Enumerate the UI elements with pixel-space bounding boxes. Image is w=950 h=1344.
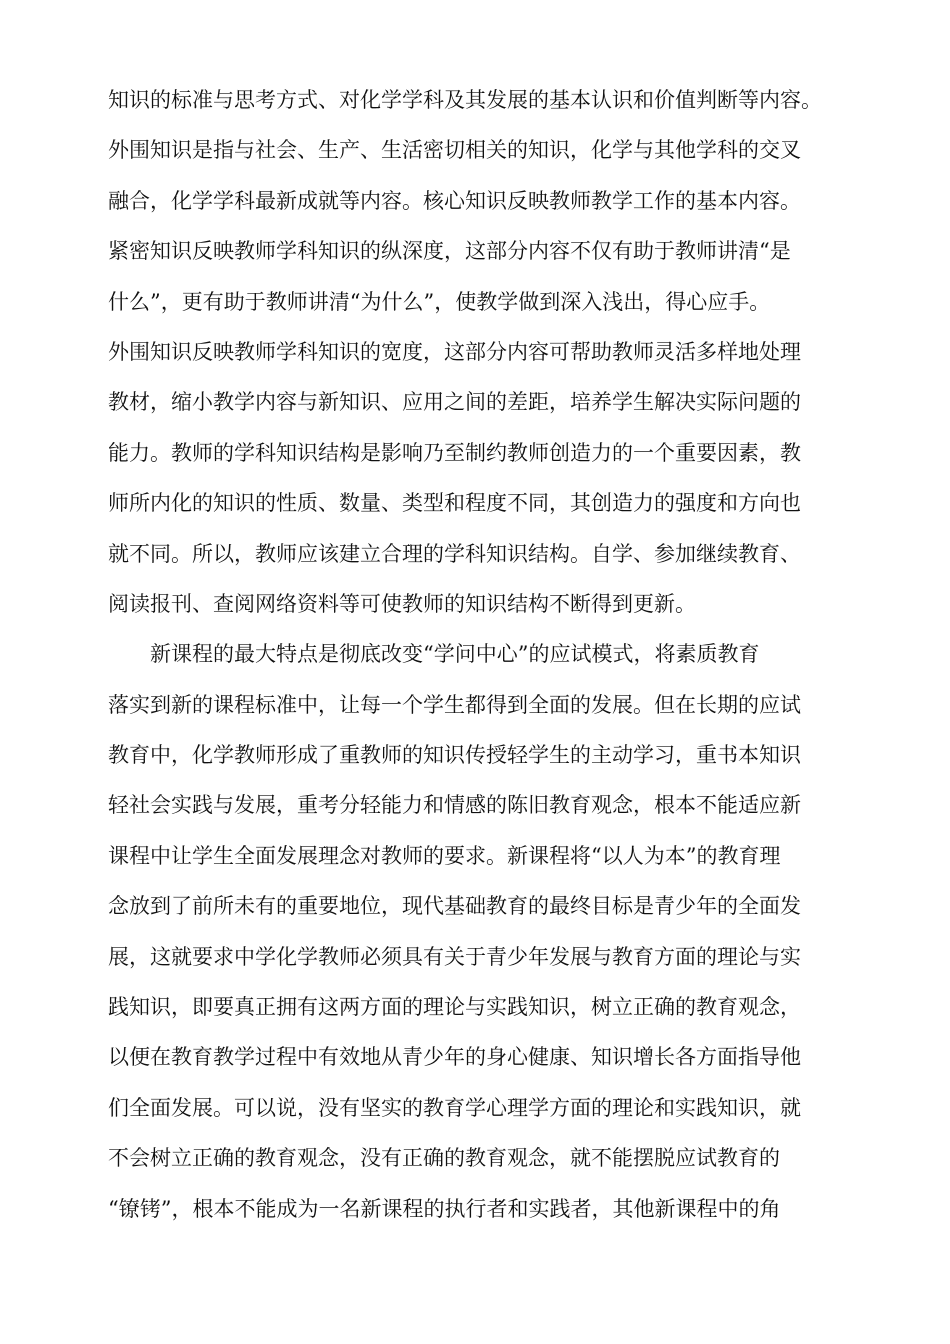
paragraph-2-line-1: 新课程的最大特点是彻底改变“学问中心”的应试模式，将素质教育 — [150, 642, 760, 667]
paragraph-1-line-5: 什么”，更有助于教师讲清“为什么”，使教学做到深入浅出，得心应手。 — [108, 289, 771, 314]
document-body — [108, 75, 850, 1234]
paragraph-1-line-7: 教材，缩小教学内容与新知识、应用之间的差距，培养学生解决实际问题的 — [108, 390, 801, 415]
paragraph-1-line-11: 阅读报刊、查阅网络资料等可使教师的知识结构不断得到更新。 — [108, 591, 696, 616]
paragraph-2-line-2: 落实到新的课程标准中，让每一个学生都得到全面的发展。但在长期的应试 — [108, 692, 801, 717]
paragraph-2-line-6: 念放到了前所未有的重要地位，现代基础教育的最终目标是青少年的全面发 — [108, 894, 801, 919]
paragraph-1-line-10: 就不同。所以，教师应该建立合理的学科知识结构。自学、参加继续教育、 — [108, 541, 801, 566]
paragraph-2 — [108, 629, 850, 1234]
paragraph-1-line-1: 知识的标准与思考方式、对化学学科及其发展的基本认识和价值判断等内容。 — [108, 88, 822, 112]
paragraph-2-line-5: 课程中让学生全面发展理念对教师的要求。新课程将“以人为本”的教育理 — [108, 843, 781, 868]
paragraph-2-line-10: 们全面发展。可以说，没有坚实的教育学心理学方面的理论和实践知识，就 — [108, 1095, 801, 1120]
paragraph-1-line-2: 外围知识是指与社会、生产、生活密切相关的知识，化学与其他学科的交叉 — [108, 138, 801, 163]
paragraph-1-line-4: 紧密知识反映教师学科知识的纵深度，这部分内容不仅有助于教师讲清“是 — [108, 239, 791, 264]
paragraph-2-line-4: 轻社会实践与发展，重考分轻能力和情感的陈旧教育观念，根本不能适应新 — [108, 793, 801, 818]
paragraph-2-line-3: 教育中，化学教师形成了重教师的知识传授轻学生的主动学习，重书本知识 — [108, 743, 801, 768]
paragraph-1-line-3: 融合，化学学科最新成就等内容。核心知识反映教师教学工作的基本内容。 — [108, 188, 801, 213]
paragraph-2-line-9: 以便在教育教学过程中有效地从青少年的身心健康、知识增长各方面指导他 — [108, 1045, 801, 1070]
paragraph-1-line-8: 能力。教师的学科知识结构是影响乃至制约教师创造力的一个重要因素，教 — [108, 440, 801, 465]
paragraph-2-line-11: 不会树立正确的教育观念，没有正确的教育观念，就不能摆脱应试教育的 — [108, 1146, 780, 1171]
paragraph-1-line-9: 师所内化的知识的性质、数量、类型和程度不同，其创造力的强度和方向也 — [108, 491, 801, 516]
paragraph-2-line-12: “镣铐”，根本不能成为一名新课程的执行者和实践者，其他新课程中的角 — [108, 1196, 781, 1221]
paragraph-1 — [108, 75, 850, 629]
paragraph-2-line-8: 践知识，即要真正拥有这两方面的理论与实践知识，树立正确的教育观念， — [108, 995, 801, 1020]
paragraph-2-line-7: 展，这就要求中学化学教师必须具有关于青少年发展与教育方面的理论与实 — [108, 944, 801, 969]
paragraph-1-line-6: 外围知识反映教师学科知识的宽度，这部分内容可帮助教师灵活多样地处理 — [108, 339, 801, 364]
